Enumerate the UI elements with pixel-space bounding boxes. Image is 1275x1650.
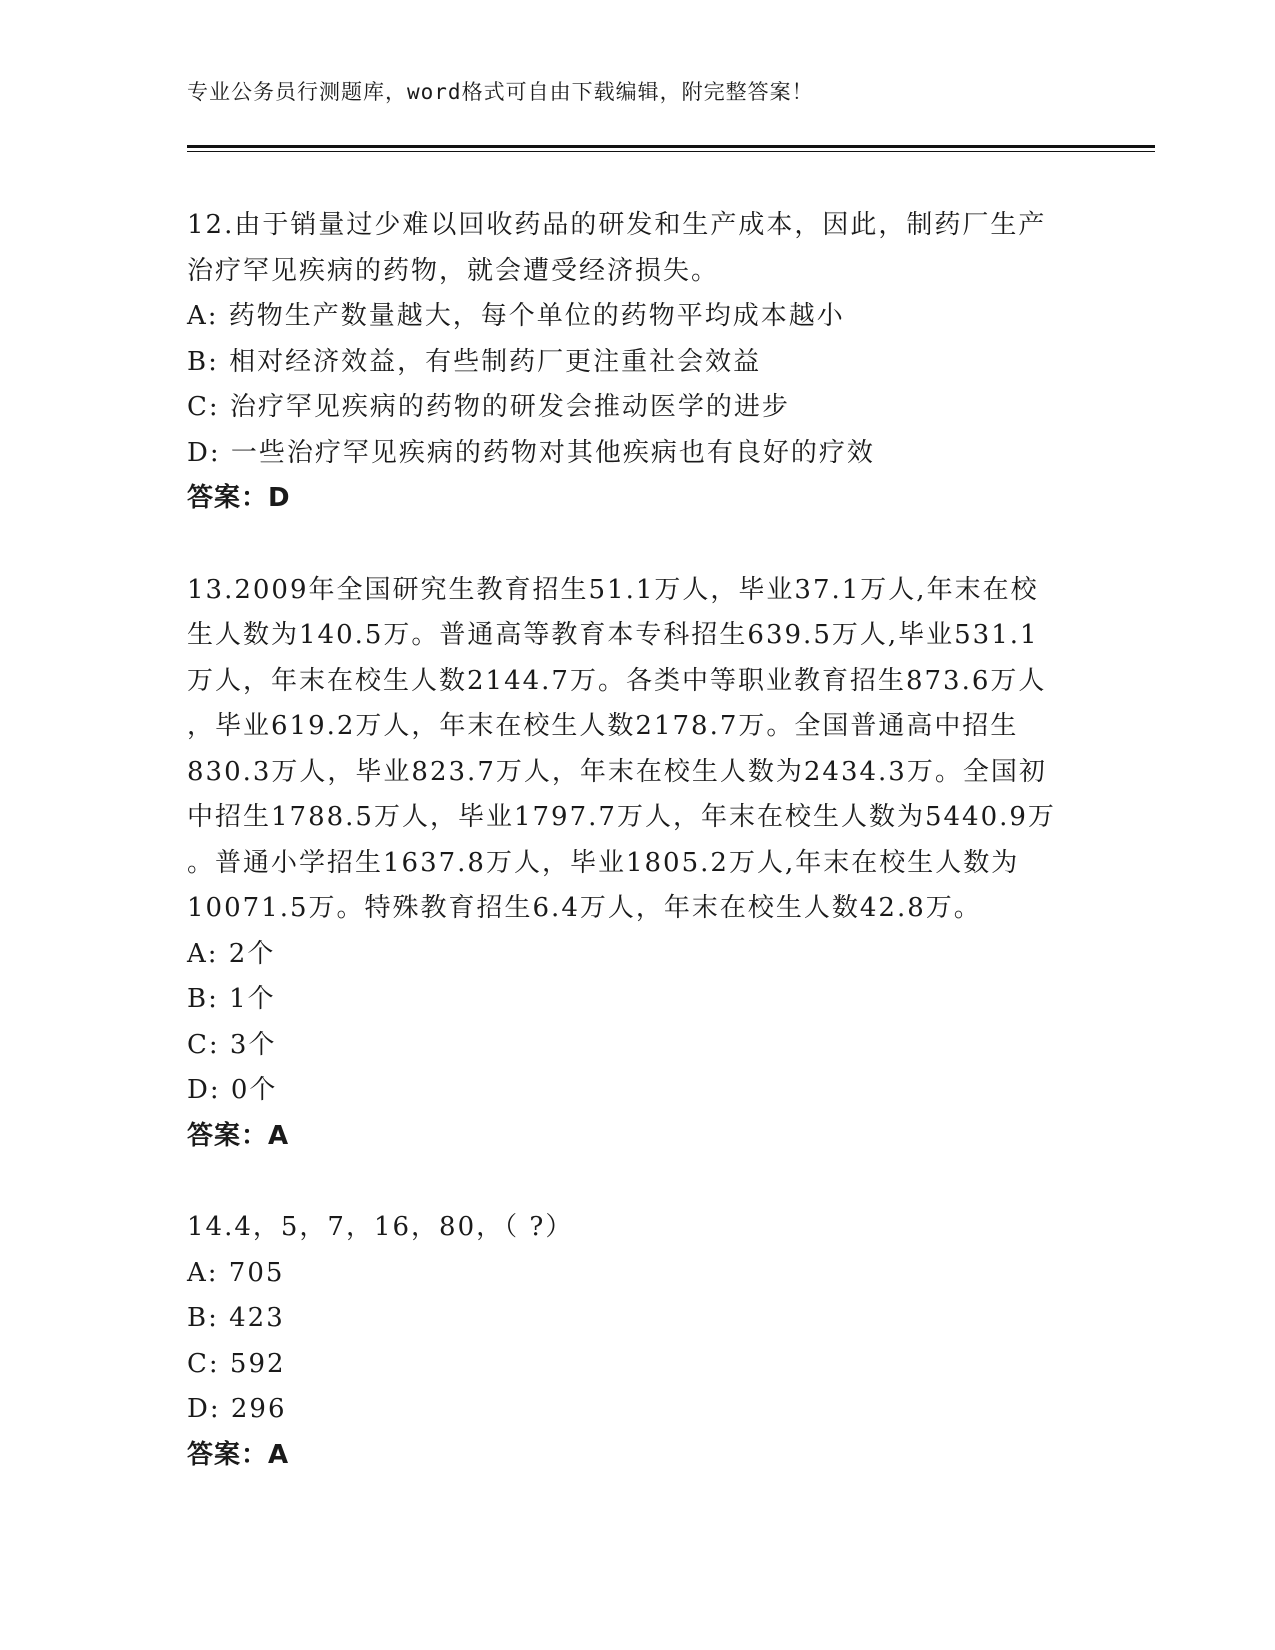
answer-label: 答案：A [187, 1120, 290, 1151]
question-stem-line: 12.由于销量过少难以回收药品的研发和生产成本，因此，制药厂生产 [187, 210, 1047, 240]
question-stem-line: ，毕业619.2万人，年末在校生人数2178.7万。全国普通高中招生 [187, 711, 1019, 741]
option-d: D: 296 [187, 1394, 287, 1424]
question-stem-line: 13.2009年全国研究生教育招生51.1万人，毕业37.1万人,年末在校 [187, 574, 1039, 605]
option-a: A: 药物生产数量越大，每个单位的药物平均成本越小 [187, 301, 845, 331]
question-13 [187, 568, 1087, 1160]
option-c: C: 3个 [187, 1029, 277, 1060]
question-stem-line: 生人数为140.5万。普通高等教育本专科招生639.5万人,毕业531.1 [187, 620, 1039, 650]
question-14 [187, 1205, 1087, 1478]
question-stem-line: 10071.5万。特殊教育招生6.4万人，年末在校生人数42.8万。 [187, 893, 982, 923]
header-divider-thick [187, 145, 1155, 148]
answer-label: 答案：A [187, 1439, 290, 1470]
header-divider-thin [187, 151, 1155, 152]
option-d: D: 一些治疗罕见疾病的药物对其他疾病也有良好的疗效 [187, 437, 875, 468]
option-a: A: 2个 [187, 938, 276, 969]
option-c: C: 治疗罕见疾病的药物的研发会推动医学的进步 [187, 392, 790, 422]
option-b: B: 相对经济效益，有些制药厂更注重社会效益 [187, 346, 762, 377]
option-a: A: 705 [187, 1257, 285, 1288]
question-stem-line: 中招生1788.5万人，毕业1797.7万人，年末在校生人数为5440.9万 [187, 802, 1056, 832]
option-d: D: 0个 [187, 1075, 278, 1105]
page-header: 专业公务员行测题库，word格式可自由下载编辑，附完整答案！ [187, 80, 814, 104]
question-stem-line: 万人，年末在校生人数2144.7万。各类中等职业教育招生873.6万人 [187, 665, 1047, 696]
option-b: B: 423 [187, 1303, 285, 1333]
question-stem-line: 14.4，5，7，16，80，（ ?） [187, 1212, 574, 1242]
option-b: B: 1个 [187, 984, 276, 1014]
question-12 [187, 203, 1087, 522]
question-stem-line: 830.3万人，毕业823.7万人，年末在校生人数为2434.3万。全国初 [187, 756, 1047, 787]
answer-label: 答案：D [187, 483, 291, 513]
question-stem-line: 治疗罕见疾病的药物，就会遭受经济损失。 [187, 255, 720, 286]
question-list [187, 203, 1087, 1524]
option-c: C: 592 [187, 1348, 286, 1379]
question-stem-line: 。普通小学招生1637.8万人，毕业1805.2万人,年末在校生人数为 [187, 847, 1020, 878]
